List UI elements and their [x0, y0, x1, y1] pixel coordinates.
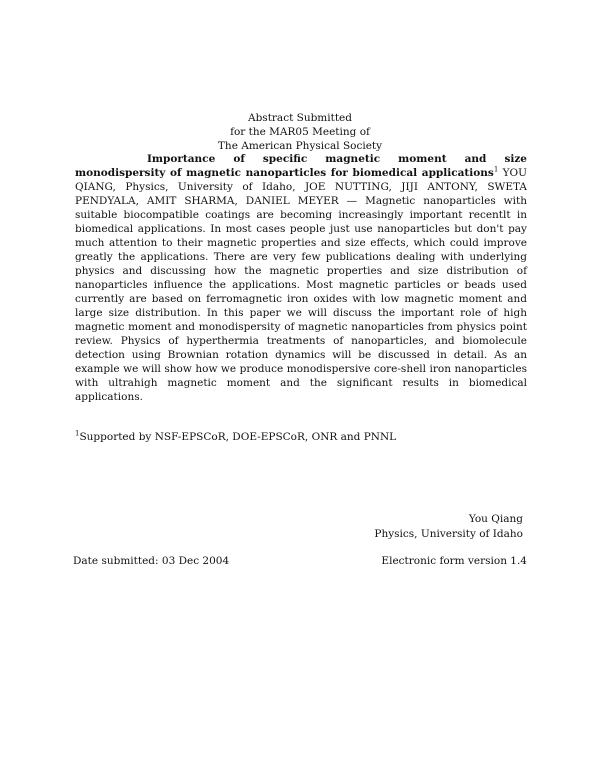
footnote-text: Supported by NSF-EPSCoR, DOE-EPSCoR, ONR and PNNL: [79, 431, 397, 443]
footnote-mark: 1: [75, 429, 80, 438]
header-line-2: for the MAR05 Meeting of: [230, 126, 370, 138]
date-submitted: Date submitted: 03 Dec 2004: [73, 555, 230, 567]
signature-affiliation: Physics, University of Idaho: [374, 528, 523, 540]
abstract-authors: YOU QIANG, Physics, University of Idaho, JOE NUTTING, JIJI ANTONY, SWETA PENDYALA, AMIT SHARMA, DANIEL MEYER: [75, 167, 528, 207]
form-version: Electronic form version 1.4: [381, 555, 527, 567]
title-footnote-mark: 1: [493, 165, 499, 174]
header-line-1: Abstract Submitted: [248, 112, 352, 124]
abstract-body: Magnetic nanoparticles with suitable biocompatible coatings are becoming increasingly important recentlt in biomedical applications. In most cases people just use nanoparticles but don't pay much attention to their magnetic properties and size effects, which could improve greatly the applications. There are very few publications dealing with underlying physics and discussing how the magnetic properties and size distribution of nanoparticles influence the applications. Most magnetic particles or beads used currently are based on ferromagnetic iron oxides with low magnetic moment and large size distribution. In this paper we will discuss the important role of high magnetic moment and monodispersity of magnetic nanoparticles from physics point review. Physics of hyperthermia treatments of nanoparticles, and biomolecule detection using Brownian rotation dynamics will be discussed in detail. As an example we will show how we produce monodispersive core-shell iron nanoparticles with ultrahigh magnetic moment and the significant results in biomedical applications.: [75, 195, 528, 403]
abstract-paragraph: [75, 152, 527, 404]
signature-block: [374, 512, 523, 542]
header-line-3: The American Physical Society: [217, 140, 383, 152]
signature-name: You Qiang: [468, 513, 523, 525]
submission-header: [0, 111, 600, 153]
abstract-title: Importance of specific magnetic moment and size monodispersity of magnetic nanoparticles for biomedical applications: [75, 153, 527, 179]
footnote: [75, 430, 527, 444]
abstract-separator: —: [346, 195, 358, 207]
